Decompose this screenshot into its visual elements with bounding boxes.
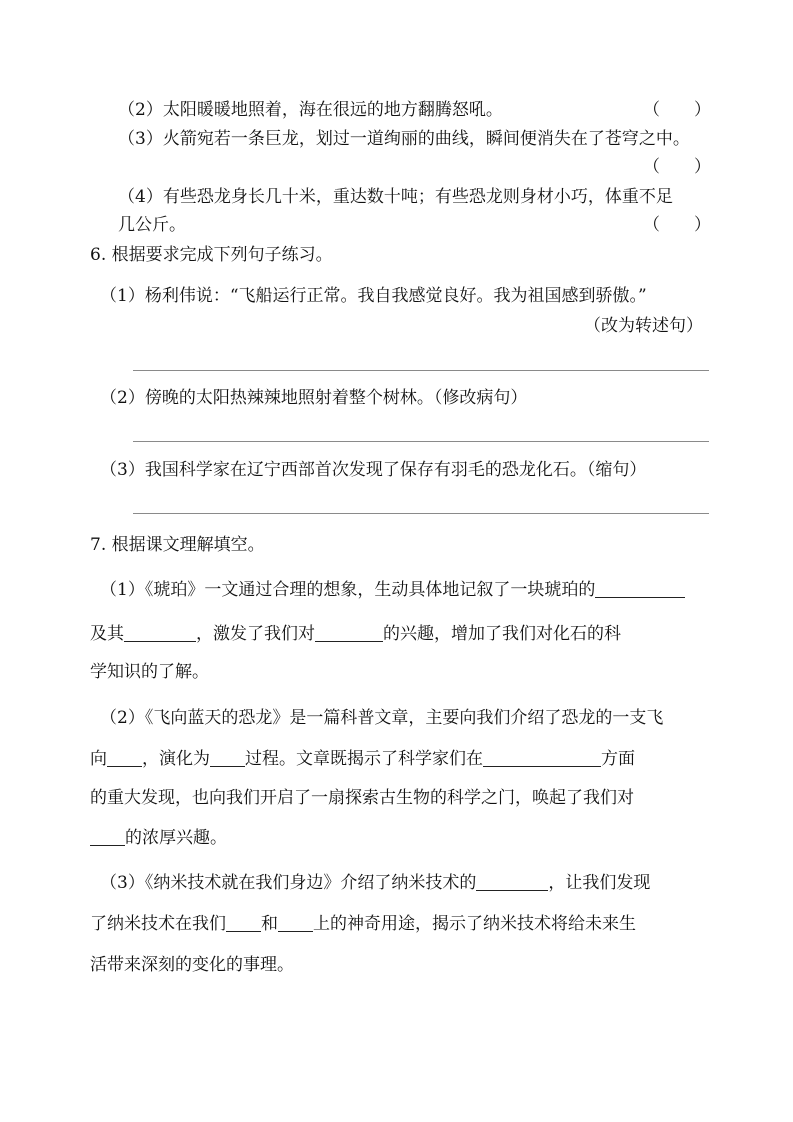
- q7-p2-line-3: 的重大发现，也向我们开启了一扇探索古生物的科学之门，唤起了我们对: [90, 788, 634, 808]
- q5-sentence-2: （2）太阳暖暖地照着，海在很远的地方翻腾怒吼。: [118, 100, 503, 120]
- q7-p2-blank-4[interactable]: [90, 827, 125, 846]
- q7-p1-text-a: （1）《琥珀》一文通过合理的想象，生动具体地记叙了一块琥珀的: [100, 580, 596, 600]
- q7-p2-text-c: ，演化为: [142, 749, 210, 769]
- q6-item-1: （1）杨利伟说：“飞船运行正常。我自我感觉良好。我为祖国感到骄傲。”: [100, 286, 647, 306]
- q7-p3-blank-1[interactable]: [476, 872, 548, 891]
- q5-answer-4[interactable]: （ ）: [643, 215, 711, 235]
- q7-p3-blank-3[interactable]: [278, 913, 313, 932]
- q6-title: 6. 根据要求完成下列句子练习。: [90, 245, 333, 265]
- q6-item-2: （2）傍晚的太阳热辣辣地照射着整个树林。（修改病句）: [100, 388, 528, 408]
- q7-p2-line-4: [90, 826, 227, 850]
- q7-p1-blank-1[interactable]: [595, 579, 685, 598]
- q5-answer-3[interactable]: （ ）: [643, 157, 711, 177]
- q7-p3-text-d: 和: [261, 914, 278, 934]
- q7-p1-line-3: 学知识的了解。: [90, 662, 209, 682]
- q5-answer-2[interactable]: （ ）: [643, 100, 711, 120]
- q7-title: 7. 根据课文理解填空。: [90, 535, 265, 555]
- q7-p2-blank-3[interactable]: [483, 748, 601, 767]
- q7-p3-text-b: ，让我们发现: [548, 873, 651, 893]
- q7-p2-blank-2[interactable]: [210, 748, 245, 767]
- q7-p3-line-2: [90, 912, 636, 936]
- q7-p1-blank-3[interactable]: [315, 623, 383, 642]
- q7-p3-line-3: 活带来深刻的变化的事理。: [90, 955, 294, 975]
- q7-p1-text-b: 及其: [90, 624, 124, 644]
- q7-p3-text-c: 了纳米技术在我们: [90, 914, 226, 934]
- q5-sentence-4-line-1: （4）有些恐龙身长几十米，重达数十吨；有些恐龙则身材小巧，体重不足: [118, 187, 673, 207]
- q7-p2-line-1: （2）《飞向蓝天的恐龙》是一篇科普文章，主要向我们介绍了恐龙的一支飞: [100, 708, 664, 728]
- q5-sentence-3: （3）火箭宛若一条巨龙，划过一道绚丽的曲线，瞬间便消失在了苍穹之中。: [118, 129, 690, 149]
- q6-item-3: （3）我国科学家在辽宁西部首次发现了保存有羽毛的恐龙化石。（缩句）: [100, 460, 647, 480]
- q7-p3-line-1: [100, 871, 650, 895]
- q7-p2-text-d: 过程。文章既揭示了科学家们在: [245, 749, 483, 769]
- q7-p3-blank-2[interactable]: [226, 913, 261, 932]
- q6-item-1-instruction: （改为转述句）: [584, 316, 703, 336]
- q7-p3-text-a: （3）《纳米技术就在我们身边》介绍了纳米技术的: [100, 873, 477, 893]
- q7-p1-text-d: 的兴趣，增加了我们对化石的科: [383, 624, 621, 644]
- q6-answer-line-1[interactable]: [133, 370, 709, 371]
- q7-p2-text-b: 向: [90, 749, 107, 769]
- q7-p2-text-e: 方面: [601, 749, 635, 769]
- q7-p1-line-2: [90, 622, 621, 646]
- q6-answer-line-2[interactable]: [133, 441, 709, 442]
- q7-p1-line-1: [100, 578, 685, 602]
- q7-p2-blank-1[interactable]: [107, 748, 142, 767]
- q6-answer-line-3[interactable]: [133, 513, 709, 514]
- q5-sentence-4-line-2: 几公斤。: [118, 215, 186, 235]
- q7-p1-blank-2[interactable]: [124, 623, 196, 642]
- q7-p3-text-e: 上的神奇用途，揭示了纳米技术将给未来生: [313, 914, 636, 934]
- q7-p1-text-c: ，激发了我们对: [196, 624, 315, 644]
- q7-p2-text-g: 的浓厚兴趣。: [125, 828, 227, 848]
- q7-p2-line-2: [90, 747, 635, 771]
